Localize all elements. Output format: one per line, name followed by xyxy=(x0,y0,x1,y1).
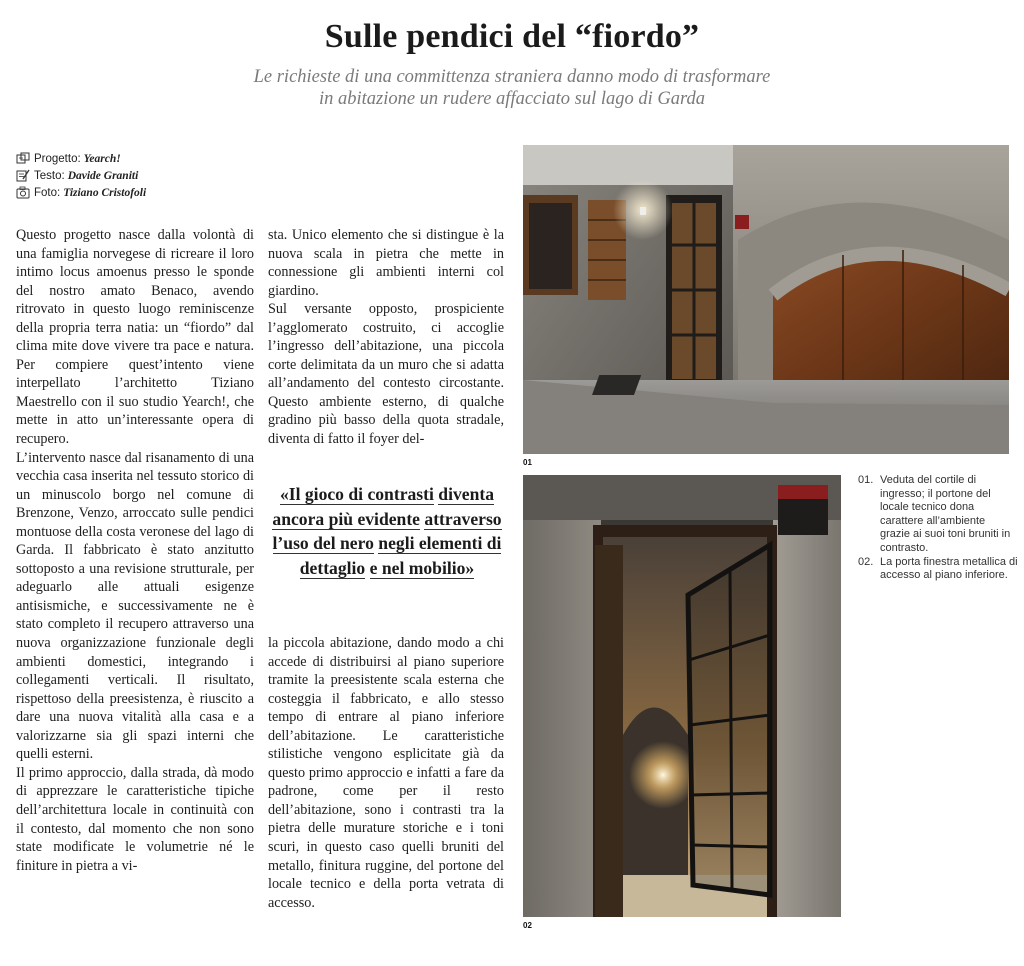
photo-door xyxy=(523,475,841,917)
article-column-2 xyxy=(268,226,504,449)
caption-text: La porta finestra metallica di accesso al piano inferiore. xyxy=(880,555,1018,582)
photo-number: 02 xyxy=(523,921,532,930)
page-title: Sulle pendici del “fiordo” xyxy=(324,18,700,55)
photo-number: 01 xyxy=(523,458,532,467)
paragraph: Sul versante opposto, prospiciente l’agglomerato costruito, ci accoglie l’ingresso dell’abitazione, una piccola corte delimitata da un muro che si adatta all’andamento del contesto circostante. Questo ambiente esterno, di qualche gradino più basso della quota stradale, diventa di fatto il foyer del- xyxy=(268,301,504,448)
paragraph: Questo progetto nasce dalla volontà di una famiglia norvegese di ricreare il loro intimo locus amoenus presso le sponde del nostro amato Benaco, avendo ritrovato in questo luogo reminiscenze della propria terra natia: un “fiordo” dal clima mite dove vivere tra pace e natura. Per compiere quest’intento viene interpellato l’architetto Tiziano Maestrello con il suo studio Yearch!, che mette in atto un’interessante opera di recupero. xyxy=(16,227,254,448)
subtitle-line: in abitazione un rudere affacciato sul lago di Garda xyxy=(318,89,706,109)
article-column-1 xyxy=(16,226,254,875)
paragraph: la piccola abitazione, dando modo a chi accede di distribuirsi al piano superiore tramite la preesistente scala esterna che costeggia il fabbricato, e allo stesso tempo di entrare al piano inferiore dell’abitazione. Le caratteristiche stilistiche vengono esplicitate già da questo primo approccio e infatti a fare da padrone, come per il resto dell’abitazione, sono i contrasti tra la pietra delle murature storiche e i toni scuri, in questo caso quelli bruniti del metallo, finitura ruggine, del portone del locale tecnico e della porta vetrata di accesso. xyxy=(268,635,504,911)
paragraph: L’intervento nasce dal risanamento di una vecchia casa inserita nel tessuto storico di un minuscolo borgo nel comune di Brenzone, Venzo, arroccato sulle pendici montuose della costa veronese del lago di Garda. Il fabbricato è stato anzitutto sottoposto a una revisione strutturale, per adeguarlo alle attuali esigenze antisismiche, e successivamente ne è stato completo il recupero attraverso una nuova organizzazione funzionale degli ambienti domestici, integrando i collegamenti verticali. Il risultato, rispettoso della preesistenza, è riuscito a dare una nuova vitalità alla casa e a valorizzarne sia gli spazi interni che quelli esterni. xyxy=(16,449,254,763)
pull-quote-line: diventa ancora più evidente xyxy=(272,484,495,529)
pull-quote-line: e nel mobilio» xyxy=(369,558,475,579)
paragraph: Il primo approccio, dalla strada, dà modo di apprezzare le caratteristiche tipiche dell’architettura locale in continuità con il contesto, dal momento che non sono state modificate le volumetrie né le finiture in pietra a vi- xyxy=(16,764,254,874)
caption-number: 02. xyxy=(858,555,874,568)
credit-value: Tiziano Cristofoli xyxy=(63,186,147,199)
credit-label: Foto: xyxy=(34,186,61,199)
caption-item xyxy=(858,556,1018,583)
pull-quote-line: attraverso l’uso del nero xyxy=(272,508,502,554)
subtitle-line: Le richieste di una committenza straniera danno modo di trasformare xyxy=(253,67,771,87)
page-subtitle xyxy=(0,66,1024,110)
camera-icon xyxy=(16,186,30,199)
credit-project xyxy=(16,150,256,167)
blueprint-icon xyxy=(16,152,30,165)
credits-block xyxy=(16,150,256,201)
caption-item xyxy=(858,474,1018,556)
credit-value: Yearch! xyxy=(83,152,121,165)
article-column-3 xyxy=(268,634,504,912)
photo-captions xyxy=(858,474,1018,583)
pull-quote-line: negli elementi di dettaglio xyxy=(299,533,502,579)
caption-number: 01. xyxy=(858,474,874,486)
credit-label: Testo: xyxy=(34,169,65,182)
caption-text: Veduta del cortile di ingresso; il portone del locale tecnico dona carattere all’ambiente grazie ai suoi toni bruniti in contrasto. xyxy=(880,474,1011,554)
pull-quote xyxy=(262,482,512,581)
credit-label: Progetto: xyxy=(34,152,81,165)
paragraph: sta. Unico elemento che si distingue è la nuova scala in pietra che mette in connessione gli ambienti interni col giardino. xyxy=(268,227,504,299)
credit-text xyxy=(16,167,256,184)
credit-photo xyxy=(16,184,256,201)
photo-courtyard xyxy=(523,145,1009,454)
pull-quote-line: «Il gioco di contrasti xyxy=(279,484,434,504)
credit-value: Davide Graniti xyxy=(67,169,139,182)
pencil-icon xyxy=(16,169,30,182)
